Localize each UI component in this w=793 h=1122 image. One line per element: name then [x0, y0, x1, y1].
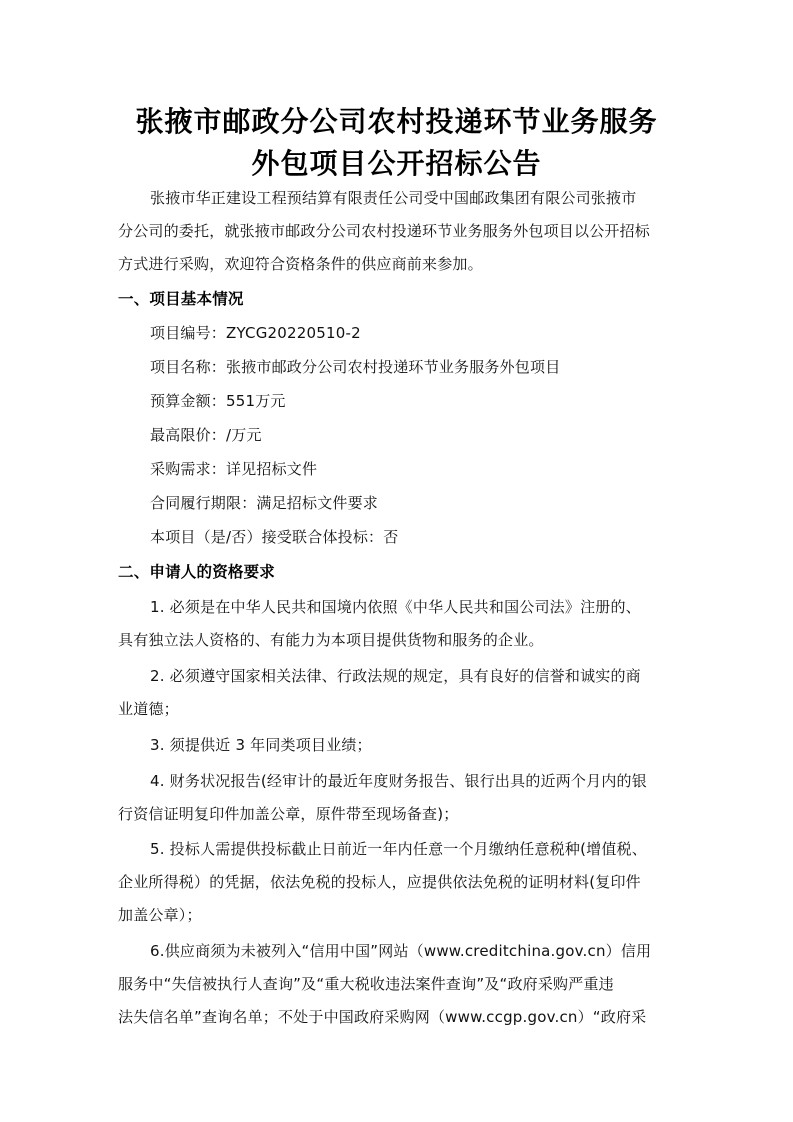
requirement-6-line-2: 服务中“失信被执行人查询”及“重大税收违法案件查询”及“政府采购严重违: [118, 975, 614, 993]
intro-line-1: 张掖市华正建设工程预结算有限责任公司受中国邮政集团有限公司张掖市: [150, 189, 637, 207]
max-price: 最高限价：/万元: [150, 426, 262, 444]
requirement-2-line-2: 业道德；: [118, 700, 179, 718]
requirement-3: 3. 须提供近 3 年同类项目业绩；: [150, 736, 372, 754]
contract-period: 合同履行期限：满足招标文件要求: [150, 494, 379, 512]
consortium-bid: 本项目（是/否）接受联合体投标：否: [150, 528, 399, 546]
requirement-4-line-1: 4. 财务状况报告(经审计的最近年度财务报告、银行出具的近两个月内的银: [150, 772, 647, 790]
budget-amount: 预算金额：551万元: [150, 392, 286, 410]
section-2-heading: 二、申请人的资格要求: [118, 563, 276, 581]
requirement-4-line-2: 行资信证明复印件加盖公章，原件带至现场备查)；: [118, 805, 459, 823]
document-title-line-2: 外包项目公开招标公告: [251, 147, 542, 180]
requirement-2-line-1: 2. 必须遵守国家相关法律、行政法规的规定，具有良好的信誉和诚实的商: [150, 667, 641, 685]
requirement-6-line-3: 法失信名单”查询名单；不处于中国政府采购网（www.ccgp.gov.cn）“政府采: [118, 1008, 647, 1026]
requirement-5-line-1: 5. 投标人需提供投标截止日前近一年内任意一个月缴纳任意税种(增值税、: [150, 840, 647, 858]
section-1-heading: 一、项目基本情况: [118, 290, 244, 308]
project-name: 项目名称：张掖市邮政分公司农村投递环节业务服务外包项目: [150, 358, 561, 376]
intro-line-3: 方式进行采购，欢迎符合资格条件的供应商前来参加。: [118, 255, 483, 273]
procurement-requirement: 采购需求：详见招标文件: [150, 460, 318, 478]
requirement-1-line-1: 1. 必须是在中华人民共和国境内依照《中华人民共和国公司法》注册的、: [150, 598, 641, 616]
intro-line-2: 分公司的委托，就张掖市邮政分公司农村投递环节业务服务外包项目以公开招标: [118, 222, 651, 240]
requirement-5-line-2: 企业所得税）的凭据，依法免税的投标人，应提供依法免税的证明材料(复印件: [118, 873, 641, 891]
document-title-line-1: 张掖市邮政分公司农村投递环节业务服务: [135, 105, 658, 138]
requirement-5-line-3: 加盖公章）；: [118, 906, 202, 924]
project-number: 项目编号：ZYCG20220510-2: [150, 324, 361, 342]
requirement-6-line-1: 6.供应商须为未被列入“信用中国”网站（www.creditchina.gov.cn）信用: [150, 942, 652, 960]
requirement-1-line-2: 具有独立法人资格的、有能力为本项目提供货物和服务的企业。: [118, 631, 544, 649]
